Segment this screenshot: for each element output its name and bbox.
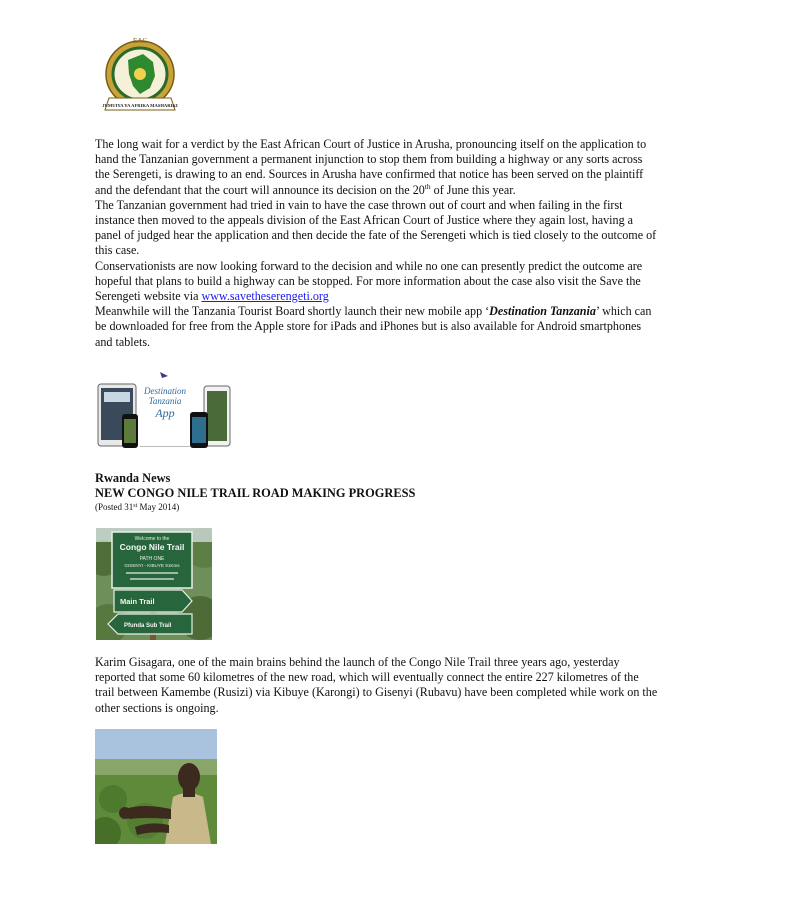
section-title: Rwanda News	[95, 471, 171, 485]
headline: NEW CONGO NILE TRAIL ROAD MAKING PROGRESS	[95, 486, 416, 500]
congo-nile-article	[95, 655, 715, 716]
paragraph-conservationists: Conservationists are now looking forward to the decision and while no one can presently predict the outcome are hopeful that plans to build a highway can be stopped. For more information about the case also visit the Save the Serengeti website via www.savetheserengeti.org	[95, 258, 643, 304]
app-title-line3: App	[155, 406, 175, 420]
svg-text:Main Trail: Main Trail	[120, 597, 155, 606]
svg-text:JUMUIYA YA AFRIKA MASHARIKI: JUMUIYA YA AFRIKA MASHARIKI	[102, 103, 178, 108]
savetheserengeti-link[interactable]: www.savetheserengeti.org	[201, 289, 329, 304]
paragraph-gisagara: Karim Gisagara, one of the main brains behind the launch of the Congo Nile Trail three years ago, yesterday reported that some 60 kilometres of the new road, which will eventually connect the entire 227 kilometres of the trail between Kamembe (Rusizi) via Kibuye (Karongi) to Gisenyi (Rubavu) have been completed while work on the other sections is ongoing.	[95, 655, 658, 715]
rwanda-news-header	[95, 471, 515, 514]
congo-nile-trail-sign-photo	[96, 528, 212, 640]
svg-text:Pfunda Sub Trail: Pfunda Sub Trail	[124, 623, 172, 629]
paragraph-mobile-app: Meanwhile will the Tanzania Tourist Board shortly launch their new mobile app ‘Destination Tanzania’ which can be downloaded for free from the Apple store for iPads and iPhones but is also available for Android smartphones and tablets.	[95, 304, 652, 349]
posted-date: (Posted 31st May 2014)	[95, 502, 180, 512]
svg-text:Welcome to the: Welcome to the	[134, 536, 170, 542]
app-name: Destination Tanzania	[489, 304, 596, 319]
paragraph-verdict: The long wait for a verdict by the East African Court of Justice in Arusha, pronouncing itself on the application to hand the Tanzanian government a permanent injunction to stop them from building a highway or any sorts across the Serengeti, is drawing to an end. Sources in Arusha have confirmed that notice has been served on the plaintiff and the defendant that the court will announce its decision on the 20th of June this year.	[95, 137, 647, 197]
svg-text:Congo Nile Trail: Congo Nile Trail	[119, 542, 185, 552]
app-title-line1: Destination	[144, 386, 186, 396]
serengeti-article	[95, 137, 715, 350]
svg-text:PATH ONE: PATH ONE	[139, 556, 165, 562]
svg-text:GISENYI - KIBUYE 91Kms: GISENYI - KIBUYE 91Kms	[124, 563, 180, 568]
destination-tanzania-app-image	[96, 370, 232, 456]
app-title-line2: Tanzania	[148, 396, 182, 406]
svg-text:EAC: EAC	[133, 37, 147, 45]
eac-logo	[95, 36, 185, 120]
paragraph-appeal: The Tanzanian government had tried in vain to have the case thrown out of court and when failing in the first instance then moved to the appeals division of the East African Court of Justice where they again lost, having a panel of judged hear the application and then decide the fate of the Serengeti which is tied closely to the outcome of this case.	[95, 197, 657, 258]
karim-gisagara-photo	[95, 729, 217, 844]
